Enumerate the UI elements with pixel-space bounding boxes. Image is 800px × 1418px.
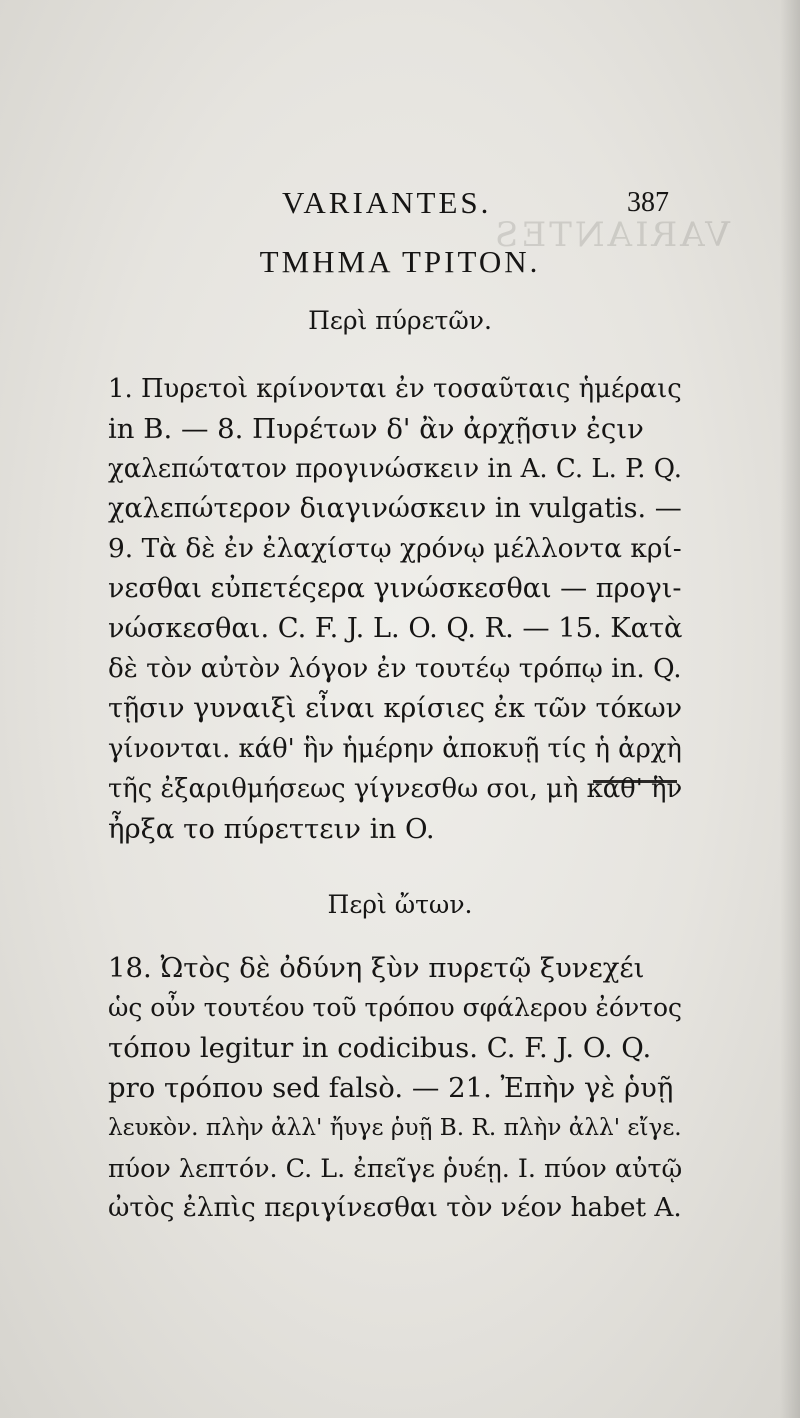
text-line: γίνονται. κάθ' ἣν ἡμέρην ἀποκυῇ τίς ἡ ἀρχὴ bbox=[108, 734, 682, 764]
text-line: τῆς ἐξαριθμήσεως γίγνεσθω σοι, μὴ κάθ' ἣν bbox=[108, 774, 683, 804]
subheading-ears: Περὶ ὤτων. bbox=[327, 890, 473, 919]
page-number: 387 bbox=[627, 187, 669, 218]
running-head bbox=[0, 183, 800, 233]
subheading-fevers: Περὶ πύρετῶν. bbox=[308, 306, 492, 335]
text-line: in B. — 8. Πυρέτων δ' ἂν ἀρχῇσιν ἐςιν bbox=[108, 413, 644, 445]
text-line: 18. Ὠτὸς δὲ ὀδύνη ξὺν πυρετῷ ξυνεχέι bbox=[108, 952, 645, 984]
page-edge-shadow bbox=[780, 0, 800, 1418]
show-through-text: VARIANTES bbox=[492, 215, 730, 255]
text-line: χαλεπώτερον διαγινώσκειν in vulgatis. — bbox=[108, 493, 682, 524]
text-line: 1. Πυρετοὶ κρίνονται ἐν τοσαῦταις ἡμέραις bbox=[108, 374, 682, 404]
text-line: ἦρξα το πύρεττειν in O. bbox=[108, 813, 435, 845]
text-line: pro τρόπου sed falsò. — 21. Ἐπὴν γὲ ῥυῇ bbox=[108, 1072, 674, 1104]
text-line: νώσκεσθαι. C. F. J. L. O. Q. R. — 15. Κατὰ bbox=[108, 613, 683, 644]
text-line: 9. Τὰ δὲ ἐν ἐλαχίστῳ χρόνῳ μέλλοντα κρί- bbox=[108, 533, 682, 564]
section-title: ΤΜΗΜΑ ΤΡΙΤΟΝ. bbox=[259, 244, 541, 279]
text-line: τόπου legitur in codicibus. C. F. J. O. Q. bbox=[108, 1032, 652, 1064]
running-title: VARIANTES. bbox=[282, 185, 492, 220]
text-line: τῇσιν γυναιξὶ εἶναι κρίσιες ἐκ τῶν τόκων bbox=[108, 693, 683, 724]
text-line: νεσθαι εὐπετέςερα γινώσκεσθαι — προγι- bbox=[108, 573, 682, 604]
text-line: ὠτὸς ἐλπὶς περιγίνεσθαι τὸν νέον habet A. bbox=[108, 1193, 682, 1223]
text-line: δὲ τὸν αὐτὸν λόγον ἐν τουτέῳ τρόπῳ in. Q. bbox=[108, 654, 682, 684]
text-line: πύον λεπτόν. C. L. ἐπεῖγε ῥυέῃ. I. πύον αὐτῷ bbox=[108, 1153, 683, 1183]
text-line: λευκὸν. πλὴν ἀλλ' ἤυγε ῥυῇ B. R. πλὴν ἀλλ' εἴγε. bbox=[108, 1115, 682, 1141]
text-line: ὡς οὖν τουτέου τοῦ τρόπου σφάλερου ἐόντος bbox=[108, 993, 682, 1022]
text-line: χαλεπώτατον προγινώσκειν in A. C. L. P. Q. bbox=[108, 454, 683, 484]
